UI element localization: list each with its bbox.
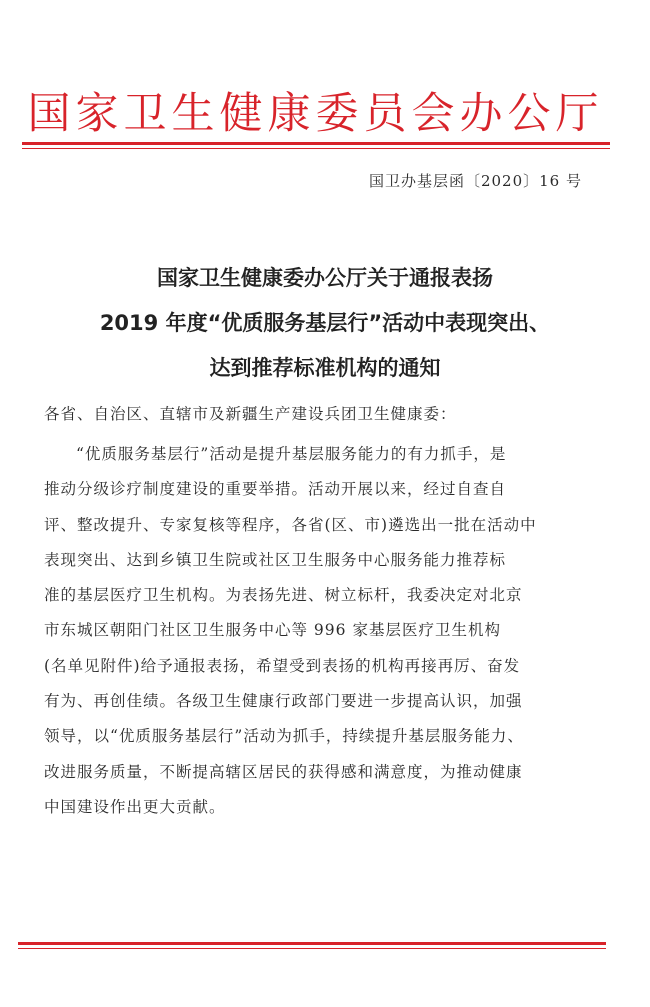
body-line: 中国建设作出更大贡献。 — [44, 797, 226, 816]
salutation: 各省、自治区、直辖市及新疆生产建设兵团卫生健康委： — [44, 405, 457, 423]
body-line: 改进服务质量，不断提高辖区居民的获得感和满意度，为推动健康 — [44, 762, 523, 781]
body-line: “优质服务基层行”活动是提升基层服务能力的有力抓手，是 — [76, 445, 507, 463]
body-line: 领导，以“优质服务基层行”活动为抓手，持续提升基层服务能力、 — [44, 727, 524, 746]
agency-header-title: 国家卫生健康委员会办公厅 — [27, 89, 604, 139]
document-number: 国卫办基层函〔2020〕16 号 — [368, 172, 582, 190]
title-line-3: 达到推荐标准机构的通知 — [209, 356, 441, 380]
title-line-2: 2019 年度“优质服务基层行”活动中表现突出、 — [99, 311, 551, 335]
title-line-1: 国家卫生健康委办公厅关于通报表扬 — [157, 266, 493, 290]
document-title — [40, 256, 610, 391]
body-line: 推动分级诊疗制度建设的重要举措。活动开展以来，经过自查自 — [44, 480, 507, 499]
header-red-rule-thick — [22, 142, 610, 145]
header-red-rule-thin — [22, 148, 610, 149]
body-line: (名单见附件)给予通报表扬，希望受到表扬的机构再接再厉、奋发 — [44, 656, 521, 675]
body-line: 表现突出、达到乡镇卫生院或社区卫生服务中心服务能力推荐标 — [44, 550, 507, 569]
body-line: 有为、再创佳绩。各级卫生健康行政部门要进一步提高认识，加强 — [44, 692, 523, 711]
body-line: 评、整改提升、专家复核等程序，各省(区、市)遴选出一批在活动中 — [44, 515, 537, 534]
body-line: 市东城区朝阳门社区卫生服务中心等 996 家基层医疗卫生机构 — [44, 621, 501, 640]
footer-red-rule-thick — [18, 942, 606, 945]
body-line: 准的基层医疗卫生机构。为表扬先进、树立标杆，我委决定对北京 — [44, 586, 523, 605]
footer-red-rule-thin — [18, 948, 606, 949]
body-paragraph — [44, 437, 584, 825]
